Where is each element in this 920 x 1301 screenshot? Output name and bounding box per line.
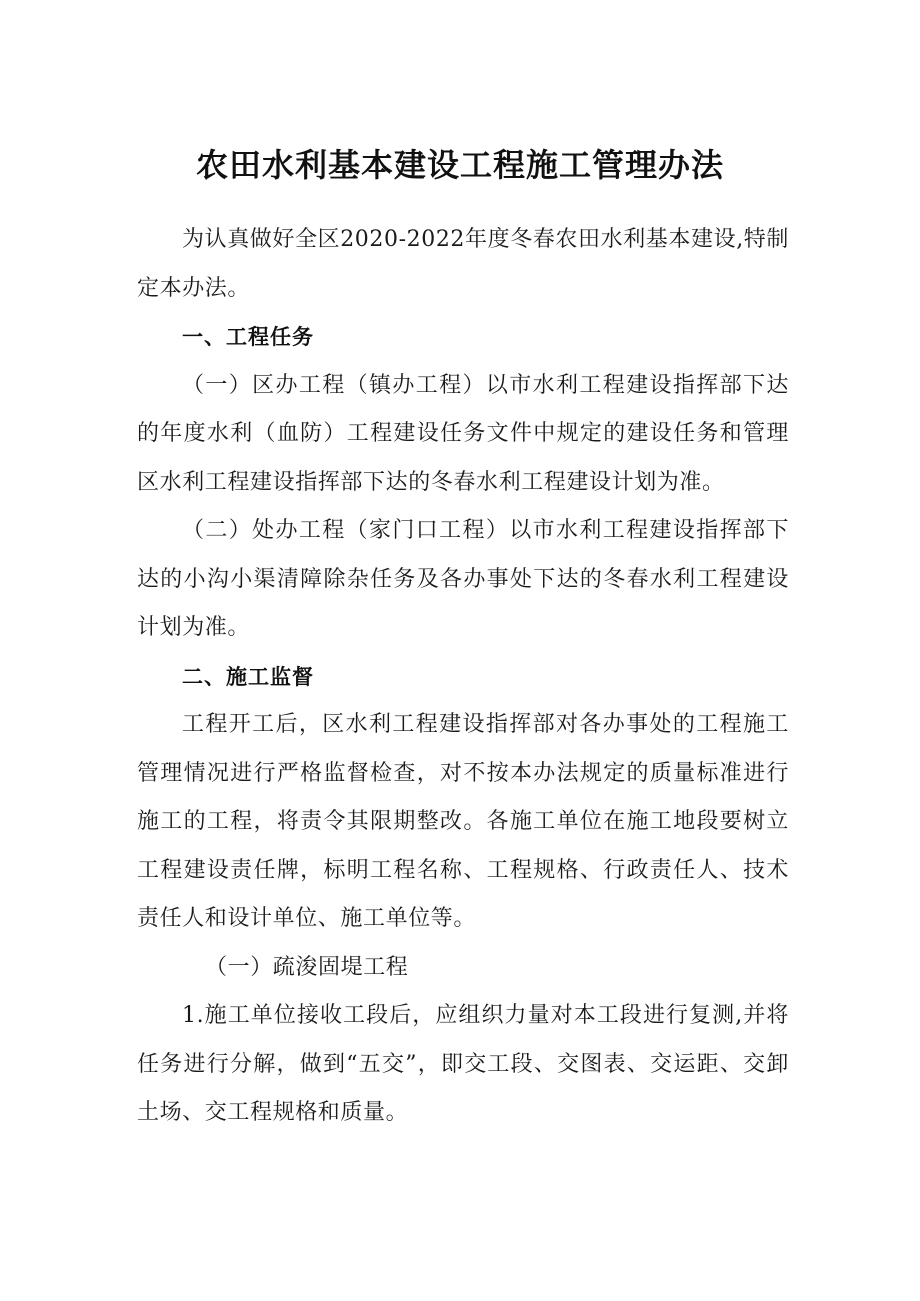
dredging-point-1: 1.施工单位接收工段后，应组织力量对本工段进行复测,并将任务进行分解，做到“五交”，即交工段、交图表、交运距、交卸土场、交工程规格和质量。 xyxy=(137,1003,789,1125)
document-body xyxy=(137,216,789,1138)
document-title: 农田水利基本建设工程施工管理办法 xyxy=(195,146,724,184)
section-heading-supervision: 二、施工监督 xyxy=(182,664,314,689)
task-item-office: （二）处办工程（家门口工程）以市水利工程建设指挥部下达的小沟小渠清障除杂任务及各办事处下达的冬春水利工程建设计划为准。 xyxy=(137,518,789,640)
section-heading-tasks: 一、工程任务 xyxy=(182,325,314,349)
intro-paragraph: 为认真做好全区2020-2022年度冬春农田水利基本建设,特制定本办法。 xyxy=(137,227,790,301)
supervision-paragraph: 工程开工后，区水利工程建设指挥部对各办事处的工程施工管理情况进行严格监督检查，对不按本办法规定的质量标准进行施工的工程，将责令其限期整改。各施工单位在施工地段要树立工程建设责任牌，标明工程名称、工程规格、行政责任人、技术责任人和设计单位、施工单位等。 xyxy=(137,712,789,931)
task-item-district: （一）区办工程（镇办工程）以市水利工程建设指挥部下达的年度水利（血防）工程建设任务文件中规定的建设任务和管理区水利工程建设指挥部下达的冬春水利工程建设计划为准。 xyxy=(137,372,789,495)
subheading-dredging: （一）疏浚固堤工程 xyxy=(205,954,409,980)
